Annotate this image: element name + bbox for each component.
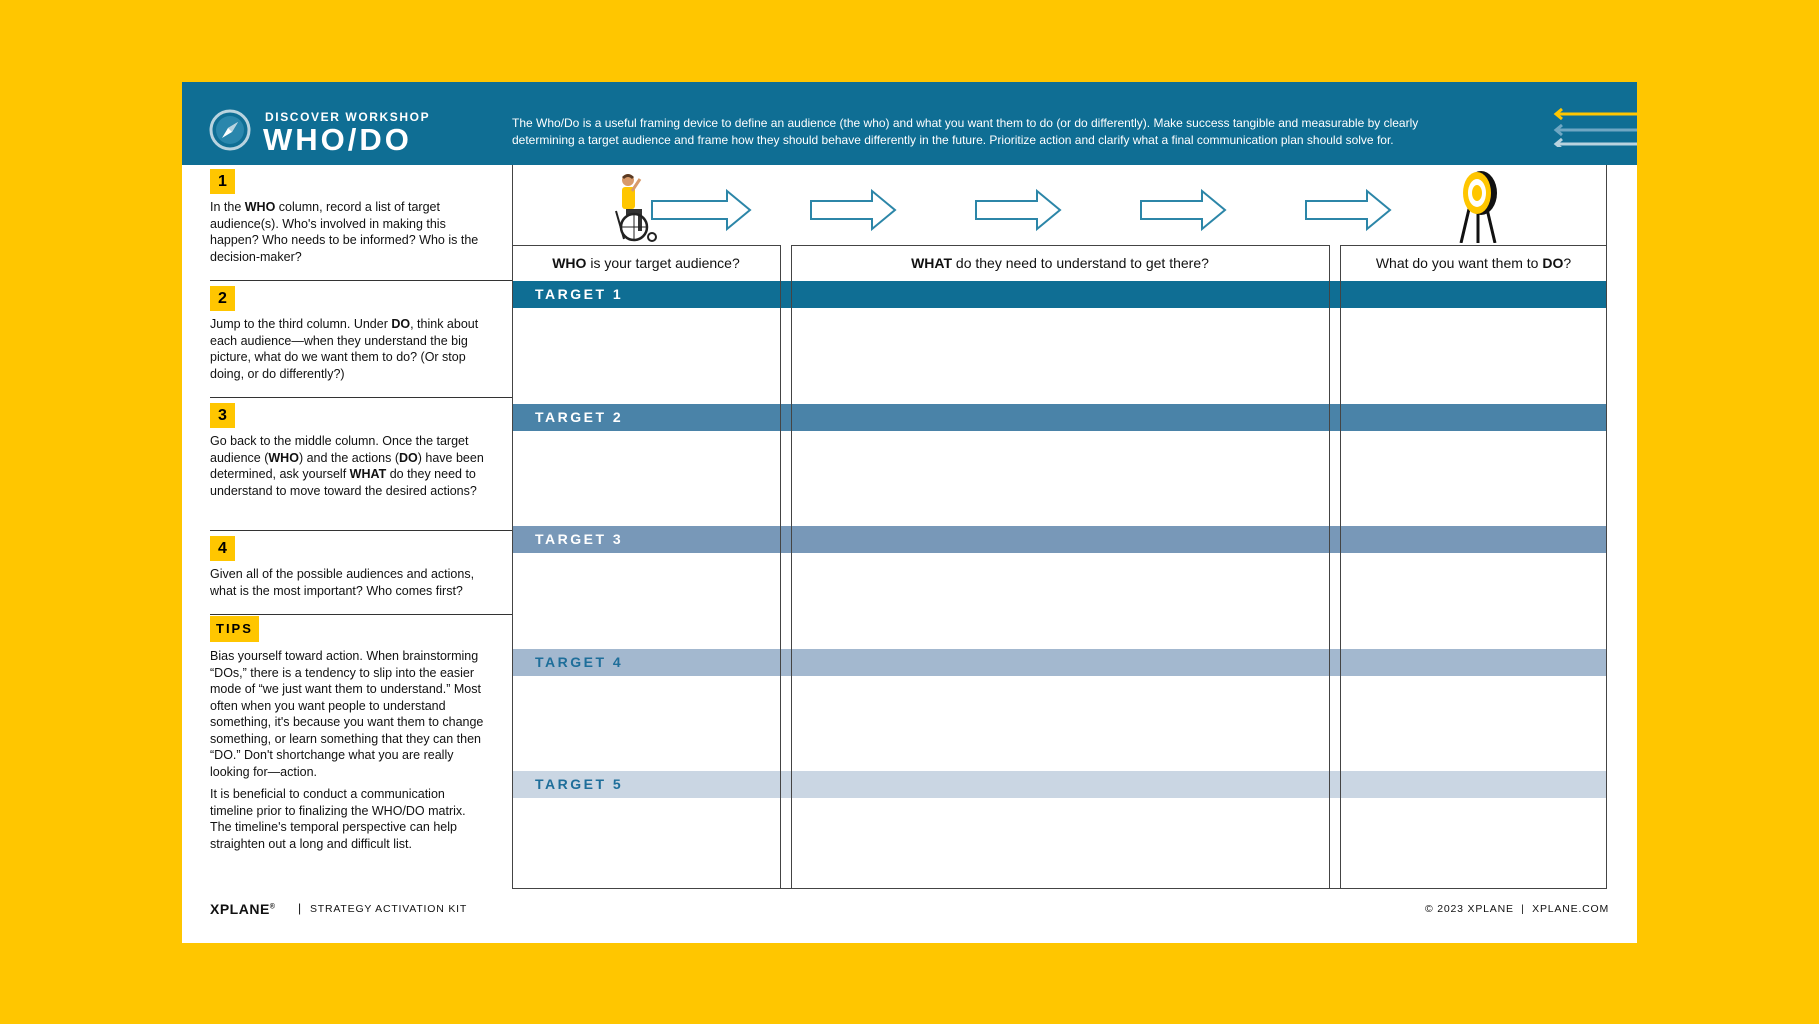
- column-header-text: What do you want them to: [1375, 255, 1543, 271]
- grid-line: [1340, 245, 1341, 889]
- cell-target-1-do[interactable]: [1342, 309, 1605, 403]
- cell-target-2-do[interactable]: [1342, 432, 1605, 525]
- grid-line: [512, 165, 513, 889]
- column-header-bold: DO: [1542, 255, 1564, 271]
- text-part: In the: [210, 200, 245, 214]
- grid-line: [512, 245, 780, 246]
- who-do-matrix: [512, 165, 1607, 889]
- grid-line: [1340, 245, 1607, 246]
- xplane-logo: [210, 901, 275, 917]
- divider: [210, 614, 512, 615]
- step-number: 2: [210, 286, 235, 311]
- step-4: [210, 536, 496, 599]
- step-text: [210, 433, 496, 499]
- target-label: TARGET 2: [535, 409, 624, 425]
- tips-paragraph-2: It is beneficial to conduct a communication timeline prior to finalizing the WHO/DO matrix. The timeline's temporal perspective can help straighten out a long and difficult list.: [210, 787, 466, 851]
- step-number: 1: [210, 169, 235, 194]
- header-lines-icon: [1552, 107, 1637, 147]
- grid-line: [780, 245, 781, 889]
- cell-target-3-do[interactable]: [1342, 554, 1605, 648]
- arrow-icon: [976, 191, 1060, 229]
- grid-line: [1329, 245, 1330, 889]
- grid-line: [791, 245, 792, 889]
- step-2: [210, 286, 496, 382]
- step-text: [210, 316, 496, 382]
- arrow-icon: [652, 191, 750, 229]
- header-kicker: DISCOVER WORKSHOP: [265, 110, 431, 124]
- page-title: WHO/DO: [263, 122, 412, 157]
- column-header-text: is your target audience?: [586, 255, 740, 271]
- worksheet: [182, 82, 1637, 943]
- divider: [210, 397, 512, 398]
- text-bold: DO: [391, 317, 411, 331]
- header-intro: The Who/Do is a useful framing device to define an audience (the who) and what you want them to do (or do differently). Make success tangible and measurable by clearly determining a target audience and frame how they should behave differently in the future. Prioritize action and clarify what a final communication plan should solve for.: [512, 116, 1419, 147]
- target-icon: [1457, 169, 1507, 243]
- step-3: [210, 403, 496, 499]
- text-bold: WHO: [244, 200, 276, 214]
- target-band-3: [512, 526, 1607, 553]
- cell-target-5-who[interactable]: [514, 799, 779, 887]
- cell-target-1-who[interactable]: [514, 309, 779, 403]
- text-bold: WHO: [268, 450, 299, 465]
- text-part: Jump to the third column. Under: [210, 317, 392, 331]
- cell-target-3-who[interactable]: [514, 554, 779, 648]
- cell-target-2-who[interactable]: [514, 432, 779, 525]
- arrows-row: [612, 175, 1512, 245]
- column-header-text: ?: [1563, 255, 1572, 271]
- compass-icon: [209, 109, 251, 151]
- target-label: TARGET 3: [535, 531, 624, 547]
- arrow-icon: [811, 191, 895, 229]
- text-part: , think about each audience—when they understand the big picture, what do we want them to do? (Or stop doing, or do differently?): [210, 317, 479, 381]
- column-header-text: do they need to understand to get there?: [952, 255, 1209, 271]
- cell-target-5-what[interactable]: [793, 799, 1328, 887]
- text-part: ) and the actions (: [298, 450, 399, 465]
- column-header-what: [791, 245, 1329, 281]
- target-label: TARGET 5: [535, 776, 624, 792]
- step-1: [210, 169, 496, 265]
- step-text: [210, 566, 496, 599]
- footer-kit-label: STRATEGY ACTIVATION KIT: [310, 903, 468, 915]
- cell-target-3-what[interactable]: [793, 554, 1328, 648]
- logo-text: XPLANE: [210, 901, 270, 917]
- footer-separator: |: [298, 901, 302, 915]
- text-part: ) have been determined, ask yourself: [210, 450, 484, 481]
- grid-line: [791, 245, 1329, 246]
- tips-paragraph-1: Bias yourself toward action. When brainstorming “DOs,” there is a tendency to slip into the easier mode of “we just want them to understand.” Most often when you want people to understand something, it's because you want them to change something, or learn something that they can then “DO.” Don't shortchange what you are really looking for—action.: [210, 649, 484, 779]
- tips-text: [210, 648, 490, 852]
- divider: [210, 280, 512, 281]
- column-header-bold: WHO: [552, 255, 587, 271]
- text-bold: WHAT: [349, 467, 387, 481]
- arrow-icon: [1141, 191, 1225, 229]
- text-part: Go back to the middle column. Once the target audience (: [210, 434, 469, 465]
- text-part: column, record a list of target audience(s). Who's involved in making this happen? Who needs to be informed? Who is the decision-maker?: [210, 200, 479, 264]
- cell-target-5-do[interactable]: [1342, 799, 1605, 887]
- target-band-1: [512, 281, 1607, 308]
- cell-target-4-who[interactable]: [514, 677, 779, 770]
- target-band-2: [512, 404, 1607, 431]
- text-part: Given all of the possible audiences and actions, what is the most important? Who comes first?: [210, 567, 475, 598]
- cell-target-2-what[interactable]: [793, 432, 1328, 525]
- text-bold: DO: [399, 450, 418, 465]
- target-band-5: [512, 771, 1607, 798]
- divider: [210, 530, 512, 531]
- arrow-icon: [1306, 191, 1390, 229]
- text-part: do they need to understand to move toward the desired actions?: [210, 467, 477, 498]
- cell-target-1-what[interactable]: [793, 309, 1328, 403]
- header-bar: [182, 82, 1637, 165]
- tips-label: TIPS: [210, 616, 259, 642]
- column-header-bold: WHAT: [911, 255, 953, 271]
- logo-mark: ®: [269, 903, 276, 911]
- step-number: 3: [210, 403, 235, 428]
- target-label: TARGET 4: [535, 654, 624, 670]
- column-header-do: [1340, 245, 1607, 281]
- footer-copyright: © 2023 XPLANE | XPLANE.COM: [1424, 903, 1609, 915]
- step-text: [210, 199, 496, 265]
- target-band-4: [512, 649, 1607, 676]
- cell-target-4-what[interactable]: [793, 677, 1328, 770]
- cell-target-4-do[interactable]: [1342, 677, 1605, 770]
- step-number: 4: [210, 536, 235, 561]
- grid-line: [512, 888, 1607, 889]
- target-label: TARGET 1: [535, 286, 624, 302]
- tips-section: [210, 616, 490, 858]
- column-header-who: [512, 245, 780, 281]
- grid-line: [1606, 165, 1607, 889]
